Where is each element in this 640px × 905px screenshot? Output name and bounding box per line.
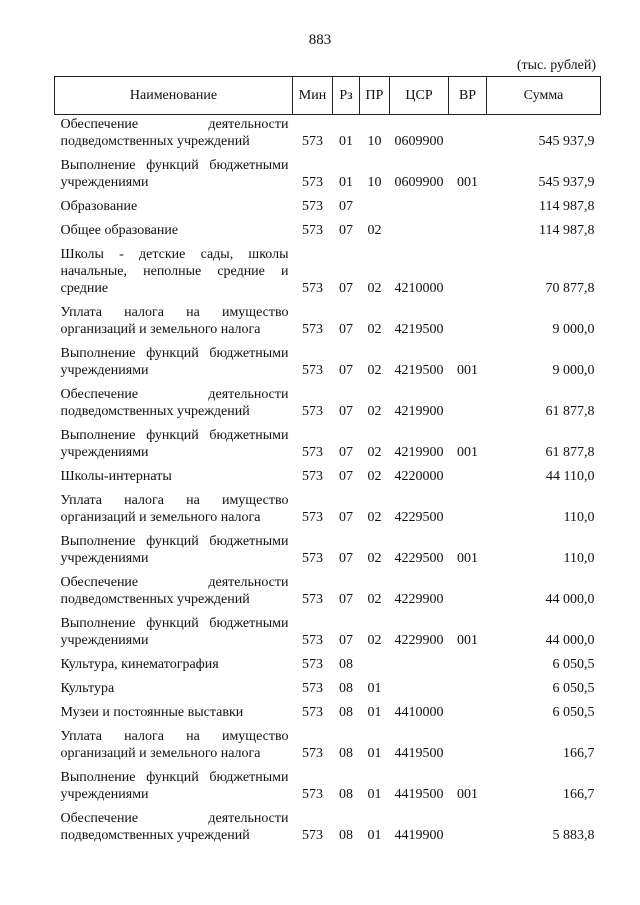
cell-vr — [449, 300, 487, 341]
cell-sum: 110,0 — [563, 551, 595, 566]
cell-name: Культура — [60, 681, 115, 696]
cell-pr: 01 — [367, 681, 382, 696]
header-rz: Рз — [333, 77, 360, 115]
table-header-row — [55, 77, 601, 115]
cell-csr: 4419500 — [394, 787, 444, 802]
cell-min: 573 — [302, 199, 323, 214]
cell-name: Обеспечение деятельности подведомственных учреждений — [60, 117, 289, 149]
header-csr: ЦСР — [390, 77, 449, 115]
cell-sum: 545 937,9 — [538, 134, 595, 149]
table-row — [55, 423, 601, 464]
cell-name: Культура, кинематография — [60, 657, 219, 672]
cell-csr: 4229900 — [394, 592, 444, 607]
cell-vr — [449, 242, 487, 300]
cell-csr — [390, 218, 449, 242]
cell-rz: 08 — [339, 705, 353, 720]
cell-csr: 4219900 — [394, 445, 444, 460]
cell-csr — [390, 676, 449, 700]
cell-min: 573 — [302, 363, 323, 378]
cell-sum: 166,7 — [563, 746, 595, 761]
cell-sum: 166,7 — [563, 787, 595, 802]
cell-min: 573 — [302, 633, 323, 648]
cell-min: 573 — [302, 592, 323, 607]
cell-name: Школы - детские сады, школы начальные, неполные средние и средние — [60, 247, 289, 296]
table-row — [55, 382, 601, 423]
cell-csr: 0609900 — [394, 175, 444, 190]
cell-pr: 02 — [367, 404, 382, 419]
table-row — [55, 464, 601, 488]
cell-rz: 08 — [339, 787, 353, 802]
cell-min: 573 — [302, 404, 323, 419]
cell-name: Общее образование — [60, 223, 179, 238]
cell-min: 573 — [302, 134, 323, 149]
cell-rz: 07 — [339, 592, 353, 607]
cell-rz: 08 — [339, 828, 353, 843]
cell-rz: 07 — [339, 281, 353, 296]
cell-rz: 07 — [339, 363, 353, 378]
cell-pr — [360, 194, 390, 218]
cell-csr: 4229500 — [394, 510, 444, 525]
cell-csr: 4410000 — [394, 705, 444, 720]
cell-rz: 01 — [339, 175, 353, 190]
cell-rz: 07 — [339, 633, 353, 648]
cell-name: Выполнение функций бюджетными учреждениями — [60, 158, 289, 190]
cell-pr: 02 — [367, 551, 382, 566]
cell-name: Уплата налога на имущество организаций и земельного налога — [60, 305, 289, 337]
cell-name: Обеспечение деятельности подведомственных учреждений — [60, 811, 289, 843]
header-min: Мин — [293, 77, 333, 115]
cell-min: 573 — [302, 445, 323, 460]
table-row — [55, 115, 601, 154]
cell-name: Выполнение функций бюджетными учреждениями — [60, 770, 289, 802]
cell-sum: 70 877,8 — [545, 281, 595, 296]
cell-sum: 44 000,0 — [545, 633, 595, 648]
cell-csr: 4219500 — [394, 322, 444, 337]
cell-sum: 5 883,8 — [552, 828, 595, 843]
cell-name: Выполнение функций бюджетными учреждениями — [60, 534, 289, 566]
cell-pr: 02 — [367, 510, 382, 525]
table-row — [55, 488, 601, 529]
cell-pr — [360, 652, 390, 676]
cell-rz: 07 — [339, 404, 353, 419]
cell-vr — [449, 806, 487, 847]
cell-min: 573 — [302, 551, 323, 566]
cell-min: 573 — [302, 657, 323, 672]
cell-sum: 9 000,0 — [552, 363, 595, 378]
cell-pr: 01 — [367, 828, 382, 843]
cell-vr: 001 — [457, 363, 478, 378]
cell-rz: 07 — [339, 223, 353, 238]
cell-vr — [449, 194, 487, 218]
cell-rz: 07 — [339, 445, 353, 460]
cell-sum: 545 937,9 — [538, 175, 595, 190]
cell-vr — [449, 488, 487, 529]
cell-name: Выполнение функций бюджетными учреждениями — [60, 428, 289, 460]
cell-pr: 01 — [367, 705, 382, 720]
cell-sum: 44 000,0 — [545, 592, 595, 607]
cell-vr — [449, 382, 487, 423]
cell-pr: 02 — [367, 363, 382, 378]
cell-sum: 61 877,8 — [545, 445, 595, 460]
cell-rz: 08 — [339, 681, 353, 696]
table-row — [55, 242, 601, 300]
cell-name: Выполнение функций бюджетными учреждениями — [60, 346, 289, 378]
budget-table — [54, 76, 601, 847]
cell-sum: 114 987,8 — [539, 199, 595, 214]
cell-pr: 02 — [367, 281, 382, 296]
cell-vr: 001 — [457, 787, 478, 802]
cell-csr: 0609900 — [394, 134, 444, 149]
cell-csr: 4419500 — [394, 746, 444, 761]
table-row — [55, 765, 601, 806]
table-row — [55, 652, 601, 676]
cell-rz: 08 — [339, 746, 353, 761]
table-row — [55, 676, 601, 700]
cell-name: Музеи и постоянные выставки — [60, 705, 244, 720]
cell-rz: 07 — [339, 199, 353, 214]
cell-pr: 02 — [367, 469, 382, 484]
cell-pr: 01 — [367, 787, 382, 802]
cell-min: 573 — [302, 705, 323, 720]
table-row — [55, 570, 601, 611]
cell-sum: 110,0 — [563, 510, 595, 525]
cell-min: 573 — [302, 746, 323, 761]
cell-sum: 114 987,8 — [539, 223, 595, 238]
cell-vr: 001 — [457, 175, 478, 190]
cell-min: 573 — [302, 828, 323, 843]
table-row — [55, 194, 601, 218]
cell-name: Уплата налога на имущество организаций и земельного налога — [60, 729, 289, 761]
table-row — [55, 611, 601, 652]
cell-csr: 4220000 — [394, 469, 444, 484]
header-vr: ВР — [449, 77, 487, 115]
cell-pr: 02 — [367, 592, 382, 607]
table-row — [55, 529, 601, 570]
page-number: 883 — [308, 32, 332, 48]
cell-min: 573 — [302, 787, 323, 802]
cell-pr: 10 — [367, 175, 382, 190]
cell-min: 573 — [302, 223, 323, 238]
cell-csr: 4210000 — [394, 281, 444, 296]
cell-pr: 02 — [367, 445, 382, 460]
cell-name: Школы-интернаты — [60, 469, 172, 484]
cell-name: Уплата налога на имущество организаций и земельного налога — [60, 493, 289, 525]
cell-pr: 02 — [367, 223, 382, 238]
cell-csr — [390, 652, 449, 676]
cell-vr — [449, 724, 487, 765]
cell-vr — [449, 676, 487, 700]
cell-sum: 61 877,8 — [545, 404, 595, 419]
cell-csr: 4219900 — [394, 404, 444, 419]
cell-vr — [449, 115, 487, 154]
cell-csr: 4229500 — [394, 551, 444, 566]
units-label: (тыс. рублей) — [516, 58, 596, 73]
header-name: Наименование — [55, 77, 293, 115]
cell-rz: 07 — [339, 510, 353, 525]
cell-csr: 4229900 — [394, 633, 444, 648]
table-row — [55, 341, 601, 382]
cell-rz: 07 — [339, 469, 353, 484]
table-body — [55, 115, 601, 848]
table-row — [55, 806, 601, 847]
cell-min: 573 — [302, 175, 323, 190]
cell-rz: 07 — [339, 551, 353, 566]
cell-csr: 4219500 — [394, 363, 444, 378]
cell-min: 573 — [302, 322, 323, 337]
cell-sum: 6 050,5 — [552, 657, 595, 672]
cell-sum: 44 110,0 — [546, 469, 595, 484]
table-row — [55, 153, 601, 194]
cell-sum: 9 000,0 — [552, 322, 595, 337]
cell-name: Выполнение функций бюджетными учреждениями — [60, 616, 289, 648]
table-row — [55, 218, 601, 242]
cell-name: Образование — [60, 199, 138, 214]
header-pr: ПР — [360, 77, 390, 115]
cell-sum: 6 050,5 — [552, 681, 595, 696]
cell-vr — [449, 570, 487, 611]
cell-name: Обеспечение деятельности подведомственных учреждений — [60, 387, 289, 419]
cell-vr: 001 — [457, 633, 478, 648]
cell-vr: 001 — [457, 551, 478, 566]
cell-pr: 02 — [367, 322, 382, 337]
table-row — [55, 300, 601, 341]
cell-pr: 01 — [367, 746, 382, 761]
cell-rz: 07 — [339, 322, 353, 337]
cell-min: 573 — [302, 281, 323, 296]
cell-pr: 10 — [367, 134, 382, 149]
table-row — [55, 700, 601, 724]
cell-vr — [449, 218, 487, 242]
cell-min: 573 — [302, 510, 323, 525]
cell-min: 573 — [302, 469, 323, 484]
cell-pr: 02 — [367, 633, 382, 648]
cell-vr — [449, 652, 487, 676]
cell-rz: 08 — [339, 657, 353, 672]
cell-rz: 01 — [339, 134, 353, 149]
cell-csr: 4419900 — [394, 828, 444, 843]
cell-csr — [390, 194, 449, 218]
cell-name: Обеспечение деятельности подведомственных учреждений — [60, 575, 289, 607]
table-row — [55, 724, 601, 765]
cell-vr: 001 — [457, 445, 478, 460]
cell-min: 573 — [302, 681, 323, 696]
cell-vr — [449, 464, 487, 488]
cell-sum: 6 050,5 — [552, 705, 595, 720]
header-sum: Сумма — [487, 77, 601, 115]
cell-vr — [449, 700, 487, 724]
